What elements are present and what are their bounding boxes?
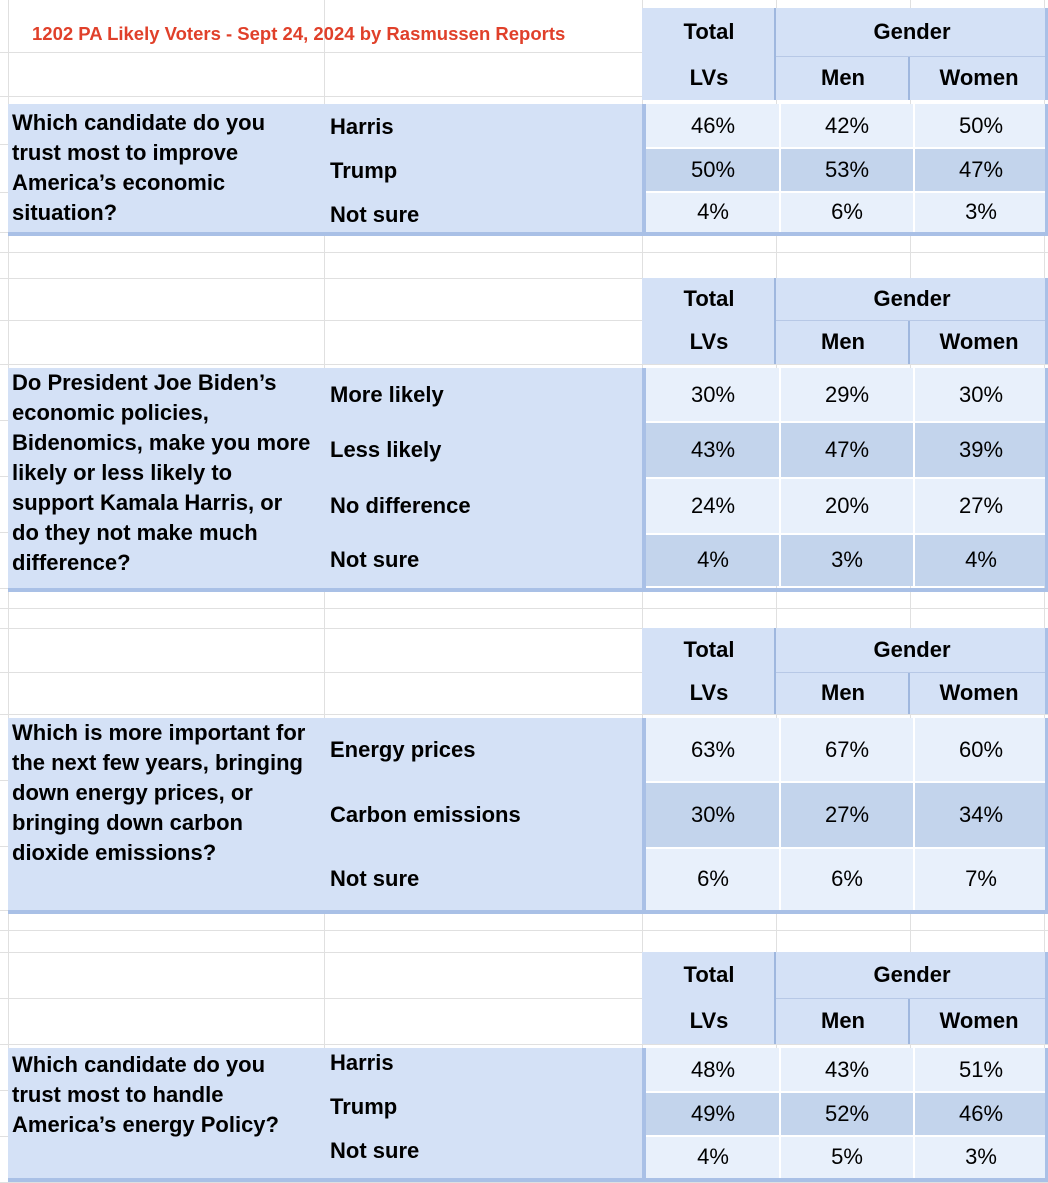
- header-men: Men: [821, 65, 865, 90]
- header-lvs: LVs: [689, 65, 729, 90]
- option-label: Trump: [330, 158, 398, 183]
- result-total-value: 63%: [690, 737, 736, 762]
- result-total: [646, 1048, 780, 1092]
- results-table: [642, 104, 1048, 236]
- col-divider: [913, 718, 915, 910]
- result-women: [914, 1048, 1048, 1092]
- result-women-value: 34%: [958, 802, 1004, 827]
- table-header: [642, 8, 1048, 100]
- result-row: [646, 148, 1048, 192]
- result-total: [646, 104, 780, 148]
- header-men: Men: [821, 680, 865, 705]
- option-label: Less likely: [330, 437, 442, 462]
- result-total-value: 4%: [697, 1144, 729, 1169]
- result-total: [646, 148, 780, 192]
- grid-row-line: [0, 364, 1048, 365]
- col-divider: [779, 368, 781, 588]
- result-row: [646, 104, 1048, 148]
- result-women: [914, 718, 1048, 782]
- question-text: Do President Joe Biden’s economic policies, Bidenomics, make you more likely or less likely to support Kamala Harris, or do they not make much difference?: [12, 370, 311, 575]
- results-table: [642, 1048, 1048, 1182]
- result-men-value: 42%: [824, 113, 870, 138]
- col-divider: [779, 1048, 781, 1178]
- header-total: Total: [683, 962, 735, 987]
- row-divider: [646, 191, 1048, 193]
- table-header: [642, 952, 1048, 1044]
- result-total: [646, 1136, 780, 1178]
- result-men: [780, 1048, 914, 1092]
- question-text: Which candidate do you trust most to handle America’s energy Policy?: [12, 1052, 279, 1137]
- result-women-value: 30%: [958, 382, 1004, 407]
- result-total-value: 48%: [690, 1057, 736, 1082]
- result-total-value: 46%: [690, 113, 736, 138]
- option-label: Harris: [330, 114, 394, 139]
- result-men-value: 29%: [824, 382, 870, 407]
- header-total: Total: [683, 637, 735, 662]
- option-label: Trump: [330, 1094, 398, 1119]
- col-divider: [779, 104, 781, 232]
- result-men: [780, 848, 914, 910]
- result-men-value: 27%: [824, 802, 870, 827]
- header-women: Women: [939, 65, 1019, 90]
- result-row: [646, 848, 1048, 910]
- results-table: [642, 718, 1048, 914]
- row-divider: [646, 1091, 1048, 1093]
- result-women: [914, 782, 1048, 848]
- result-men: [780, 368, 914, 422]
- result-women: [914, 478, 1048, 534]
- row-divider: [646, 1135, 1048, 1137]
- question-block: [8, 104, 642, 236]
- result-total-value: 4%: [697, 547, 729, 572]
- table-header: [642, 278, 1048, 364]
- result-total: [646, 534, 780, 586]
- result-women-value: 27%: [958, 493, 1004, 518]
- result-women: [914, 192, 1048, 232]
- result-total-value: 4%: [697, 199, 729, 224]
- result-men: [780, 782, 914, 848]
- result-women: [914, 422, 1048, 478]
- result-men: [780, 534, 914, 586]
- result-total: [646, 422, 780, 478]
- header-lvs: LVs: [689, 1008, 729, 1033]
- result-women: [914, 534, 1048, 586]
- result-women: [914, 104, 1048, 148]
- result-men-value: 6%: [831, 866, 863, 891]
- result-women-value: 3%: [965, 1144, 997, 1169]
- col-divider: [913, 1048, 915, 1178]
- result-women-value: 47%: [958, 157, 1004, 182]
- result-women-value: 4%: [965, 547, 997, 572]
- header-lvs: LVs: [689, 329, 729, 354]
- grid-row-line: [0, 252, 1048, 253]
- result-men: [780, 718, 914, 782]
- result-women: [914, 848, 1048, 910]
- result-men-value: 53%: [824, 157, 870, 182]
- option-label: Not sure: [330, 1138, 420, 1163]
- result-women: [914, 148, 1048, 192]
- result-men: [780, 104, 914, 148]
- result-men-value: 20%: [824, 493, 870, 518]
- result-total: [646, 848, 780, 910]
- results-table: [642, 368, 1048, 592]
- result-row: [646, 1136, 1048, 1178]
- result-men-value: 52%: [824, 1101, 870, 1126]
- result-men: [780, 1136, 914, 1178]
- result-women-value: 46%: [958, 1101, 1004, 1126]
- result-men: [780, 192, 914, 232]
- result-women-value: 51%: [958, 1057, 1004, 1082]
- result-row: [646, 422, 1048, 478]
- result-row: [646, 782, 1048, 848]
- grid-row-line: [0, 608, 1048, 609]
- result-total-value: 24%: [690, 493, 736, 518]
- result-women: [914, 1136, 1048, 1178]
- result-men-value: 67%: [824, 737, 870, 762]
- header-gender: Gender: [873, 286, 951, 311]
- header-women: Women: [939, 680, 1019, 705]
- result-men: [780, 148, 914, 192]
- result-total-value: 30%: [690, 802, 736, 827]
- option-label: Not sure: [330, 202, 420, 227]
- table-header: [642, 628, 1048, 714]
- header-men: Men: [821, 1008, 865, 1033]
- result-total-value: 50%: [690, 157, 736, 182]
- header-women: Women: [939, 1008, 1019, 1033]
- question-block: [8, 718, 642, 914]
- result-total-value: 30%: [690, 382, 736, 407]
- result-women-value: 60%: [958, 737, 1004, 762]
- grid-row-line: [0, 714, 1048, 715]
- result-total: [646, 368, 780, 422]
- option-label: Not sure: [330, 866, 420, 891]
- result-men-value: 47%: [824, 437, 870, 462]
- option-label: No difference: [330, 493, 471, 518]
- option-label: Not sure: [330, 547, 420, 572]
- result-row: [646, 478, 1048, 534]
- col-divider: [913, 368, 915, 588]
- result-men-value: 43%: [824, 1057, 870, 1082]
- result-row: [646, 1048, 1048, 1092]
- result-row: [646, 534, 1048, 586]
- header-gender: Gender: [873, 962, 951, 987]
- row-divider: [646, 781, 1048, 783]
- header-women: Women: [939, 329, 1019, 354]
- result-women: [914, 1092, 1048, 1136]
- result-total: [646, 718, 780, 782]
- col-divider: [779, 718, 781, 910]
- col-divider: [913, 104, 915, 232]
- result-women-value: 7%: [965, 866, 997, 891]
- question-text: Which candidate do you trust most to improve America’s economic situation?: [12, 110, 266, 225]
- option-label: Harris: [330, 1050, 394, 1075]
- result-women-value: 39%: [958, 437, 1004, 462]
- result-row: [646, 718, 1048, 782]
- header-total: Total: [683, 19, 735, 44]
- row-divider: [646, 533, 1048, 535]
- result-total: [646, 782, 780, 848]
- row-divider: [646, 477, 1048, 479]
- result-total: [646, 478, 780, 534]
- option-label: Carbon emissions: [330, 802, 521, 827]
- result-row: [646, 368, 1048, 422]
- report-title: 1202 PA Likely Voters - Sept 24, 2024 by Rasmussen Reports: [32, 23, 566, 44]
- result-men: [780, 422, 914, 478]
- row-divider: [646, 421, 1048, 423]
- header-lvs: LVs: [689, 680, 729, 705]
- result-men-value: 3%: [831, 547, 863, 572]
- result-men: [780, 1092, 914, 1136]
- result-total-value: 43%: [690, 437, 736, 462]
- result-men: [780, 478, 914, 534]
- question-block: [8, 1048, 642, 1182]
- result-women-value: 3%: [965, 199, 997, 224]
- question-text: Which is more important for the next few years, bringing down energy prices, or bringing down carbon dioxide emissions?: [12, 720, 306, 865]
- question-block: [8, 368, 642, 592]
- result-men-value: 6%: [831, 199, 863, 224]
- result-total: [646, 192, 780, 232]
- grid-row-line: [0, 930, 1048, 931]
- result-total-value: 49%: [690, 1101, 736, 1126]
- header-gender: Gender: [873, 637, 951, 662]
- result-total: [646, 1092, 780, 1136]
- header-men: Men: [821, 329, 865, 354]
- result-row: [646, 192, 1048, 232]
- option-label: Energy prices: [330, 737, 476, 762]
- row-divider: [646, 147, 1048, 149]
- result-women: [914, 368, 1048, 422]
- result-men-value: 5%: [831, 1144, 863, 1169]
- row-divider: [646, 847, 1048, 849]
- result-row: [646, 1092, 1048, 1136]
- grid-row-line: [0, 1044, 1048, 1045]
- header-gender: Gender: [873, 19, 951, 44]
- header-total: Total: [683, 286, 735, 311]
- result-women-value: 50%: [958, 113, 1004, 138]
- option-label: More likely: [330, 382, 444, 407]
- result-total-value: 6%: [697, 866, 729, 891]
